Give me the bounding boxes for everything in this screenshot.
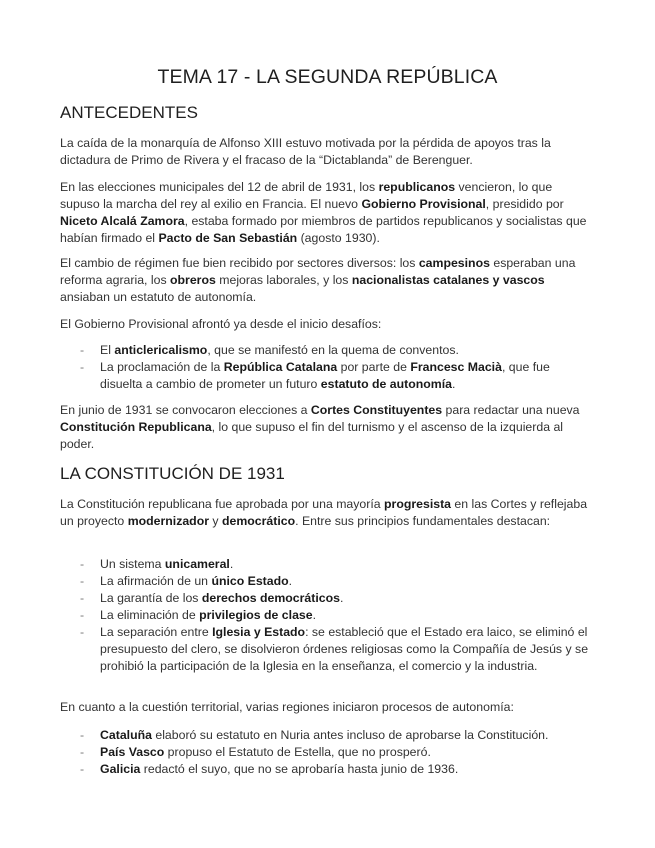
bold-term: República Catalana bbox=[223, 360, 338, 374]
text-run: El bbox=[100, 343, 115, 357]
text-run: redactó el suyo, que no se aprobaría hasta junio de 1936. bbox=[140, 762, 459, 776]
bold-term: modernizador bbox=[127, 514, 209, 528]
text-run: ansiaban un estatuto de autonomía. bbox=[60, 290, 257, 304]
list-item bbox=[60, 607, 595, 624]
bold-term: nacionalistas catalanes y vascos bbox=[351, 273, 545, 287]
bullet-list bbox=[60, 342, 595, 393]
text-run: La garantía de los bbox=[100, 591, 202, 605]
list-item bbox=[60, 624, 595, 675]
bold-term: País Vasco bbox=[100, 745, 165, 759]
text-run: elaboró su estatuto en Nuria antes incluso de aprobarse la Constitución. bbox=[151, 728, 549, 742]
text-run: . bbox=[288, 574, 293, 588]
list-item bbox=[60, 590, 595, 607]
text-run: , lo que supuso el fin del turnismo y el ascenso de la izquierda al poder. bbox=[60, 420, 564, 451]
text-run: . bbox=[229, 557, 234, 571]
text-run: vencieron, lo que supuso la marcha del rey al exilio en Francia. El nuevo bbox=[60, 180, 553, 211]
text-run: En las elecciones municipales del 12 de abril de 1931, los bbox=[60, 180, 379, 194]
text-run: La Constitución republicana fue aprobada por una mayoría bbox=[60, 497, 385, 511]
text-run: En junio de 1931 se convocaron elecciones a bbox=[60, 403, 311, 417]
bold-term: unicameral bbox=[164, 557, 230, 571]
text-run: por parte de bbox=[337, 360, 411, 374]
text-run: La afirmación de un bbox=[100, 574, 212, 588]
text-run: para redactar una nueva bbox=[442, 403, 580, 417]
list-item bbox=[60, 342, 595, 359]
bold-term: Iglesia y Estado bbox=[212, 625, 306, 639]
text-run: El cambio de régimen fue bien recibido por sectores diversos: los bbox=[60, 256, 419, 270]
text-run: y bbox=[209, 514, 222, 528]
paragraph bbox=[60, 699, 595, 716]
text-run: propuso el Estatuto de Estella, que no prosperó. bbox=[164, 745, 431, 759]
bold-term: derechos democráticos bbox=[201, 591, 340, 605]
paragraph bbox=[60, 179, 595, 247]
text-run: Un sistema bbox=[100, 557, 165, 571]
bold-term: Francesc Macià bbox=[410, 360, 502, 374]
section-heading-constitucion: LA CONSTITUCIÓN DE 1931 bbox=[60, 464, 285, 483]
paragraph bbox=[60, 255, 595, 306]
paragraph bbox=[60, 316, 595, 333]
paragraph bbox=[60, 135, 595, 169]
list-item bbox=[60, 573, 595, 590]
text-run: , que fue disuelta a cambio de prometer un futuro bbox=[100, 360, 550, 391]
bold-term: Constitución Republicana bbox=[60, 420, 212, 434]
bold-term: obreros bbox=[170, 273, 216, 287]
bold-term: Pacto de San Sebastián bbox=[158, 231, 298, 245]
document-title: TEMA 17 - LA SEGUNDA REPÚBLICA bbox=[157, 66, 498, 88]
text-run: , que se manifestó en la quema de conventos. bbox=[207, 343, 459, 357]
bold-term: Gobierno Provisional bbox=[361, 197, 486, 211]
bold-term: Cataluña bbox=[100, 728, 152, 742]
bold-term: Cortes Constituyentes bbox=[310, 403, 443, 417]
section-heading-antecedentes: ANTECEDENTES bbox=[60, 103, 198, 122]
text-run: La separación entre bbox=[100, 625, 213, 639]
text-run: El Gobierno Provisional afrontó ya desde el inicio desafíos: bbox=[60, 317, 382, 331]
text-run: La caída de la monarquía de Alfonso XIII estuvo motivada por la pérdida de apoyos tras la dictadura de Primo de Rivera y el fracaso de la “Dictablanda” de Berenguer. bbox=[60, 136, 551, 167]
bold-term: único Estado bbox=[211, 574, 289, 588]
bold-term: estatuto de autonomía bbox=[320, 377, 452, 391]
list-item bbox=[60, 556, 595, 573]
text-run: esperaban una reforma agraria, los bbox=[60, 256, 576, 287]
list-item bbox=[60, 761, 595, 778]
text-run: En cuanto a la cuestión territorial, varias regiones iniciaron procesos de autonomía: bbox=[60, 700, 514, 714]
bold-term: campesinos bbox=[418, 256, 490, 270]
text-run: : se estableció que el Estado era laico, se eliminó el presupuesto del clero, se disolvieron órdenes religiosas como la Compañía de Jesús y se prohibió la participación de la Iglesia en la enseñanza, el comercio y la industria. bbox=[100, 625, 589, 673]
text-run: (agosto 1930). bbox=[297, 231, 380, 245]
text-run: La proclamación de la bbox=[100, 360, 224, 374]
bullet-list bbox=[60, 556, 595, 675]
bold-term: republicanos bbox=[378, 180, 456, 194]
list-item bbox=[60, 744, 595, 761]
list-item bbox=[60, 359, 595, 393]
text-run: , estaba formado por miembros de partidos republicanos y socialistas que habían firmado el bbox=[60, 214, 587, 245]
text-run: , presidido por bbox=[485, 197, 564, 211]
text-run: . bbox=[312, 608, 317, 622]
text-run: mejoras laborales, y los bbox=[215, 273, 352, 287]
paragraph bbox=[60, 496, 595, 530]
bold-term: Niceto Alcalá Zamora bbox=[60, 214, 185, 228]
text-run: . Entre sus principios fundamentales destacan: bbox=[295, 514, 551, 528]
text-run: en las Cortes y reflejaba un proyecto bbox=[60, 497, 588, 528]
bold-term: anticlericalismo bbox=[114, 343, 208, 357]
paragraph bbox=[60, 402, 595, 453]
text-run: . bbox=[339, 591, 344, 605]
bold-term: Galicia bbox=[100, 762, 141, 776]
text-run: La eliminación de bbox=[100, 608, 200, 622]
bold-term: democrático bbox=[221, 514, 296, 528]
bullet-list bbox=[60, 727, 595, 778]
text-run: . bbox=[451, 377, 456, 391]
bold-term: progresista bbox=[384, 497, 452, 511]
list-item bbox=[60, 727, 595, 744]
bold-term: privilegios de clase bbox=[199, 608, 313, 622]
